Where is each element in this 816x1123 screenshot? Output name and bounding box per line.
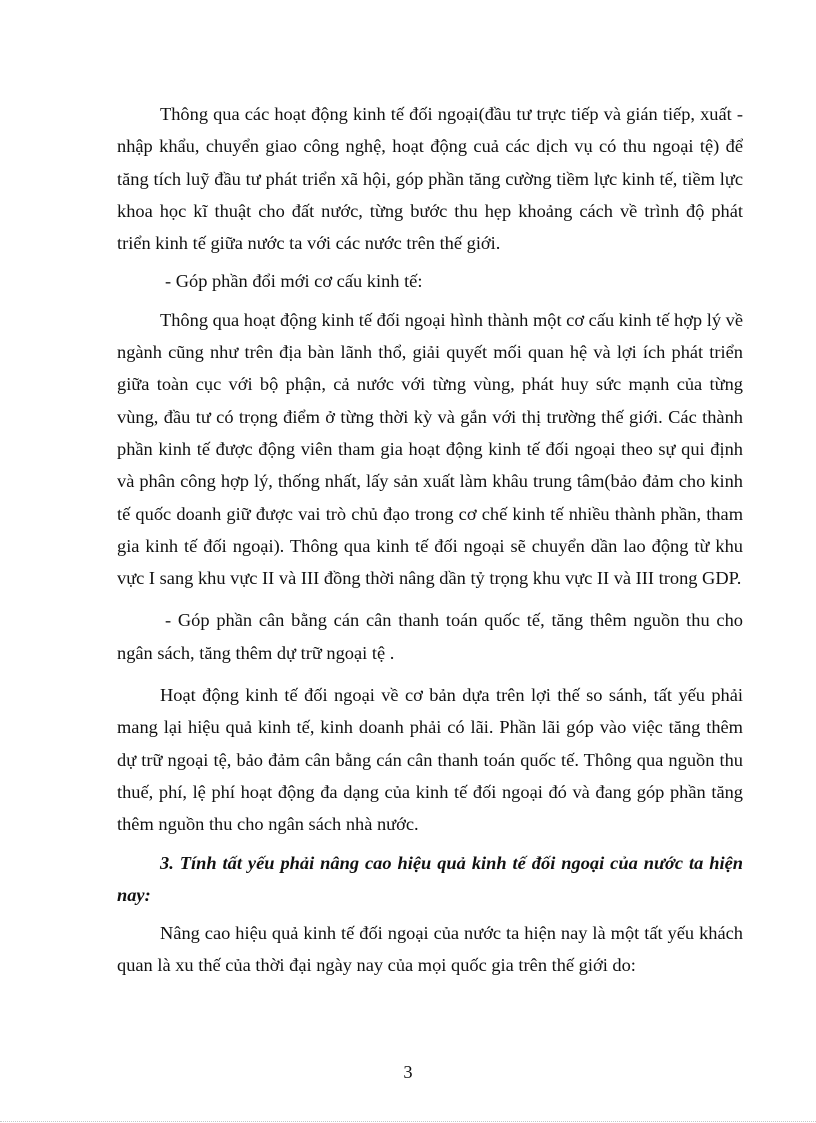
- paragraph-foreign-economic-activities: Thông qua các hoạt động kinh tế đối ngoại(đầu tư trực tiếp và gián tiếp, xuất - nhập khẩu, chuyển giao công nghệ, hoạt động cuả các dịch vụ có thu ngoại tệ) để tăng tích luỹ đầu tư phát triển xã hội, góp phần tăng cường tiềm lực kinh tế, tiềm lực khoa học kĩ thuật cho đất nước, từng bước thu hẹp khoảng cách về trình độ phát triển kinh tế giữa nước ta với các nước trên thế giới.: [117, 104, 743, 254]
- section-heading: 3. Tính tất yếu phải nâng cao hiệu quả kinh tế đối ngoại của nước ta hiện nay:: [117, 852, 743, 905]
- bullet-economic-restructuring: - Góp phần đổi mới cơ cấu kinh tế:: [165, 271, 423, 292]
- paragraph-necessity: Nâng cao hiệu quả kinh tế đối ngoại của nước ta hiện nay là một tất yếu khách quan là xu thế của thời đại ngày nay của mọi quốc gia trên thế giới do:: [117, 923, 743, 976]
- page-number: 3: [403, 1062, 413, 1082]
- page-bottom-divider: [0, 1121, 816, 1122]
- body-text: [117, 98, 743, 982]
- paragraph-comparative-advantage: Hoạt động kinh tế đối ngoại về cơ bản dựa trên lợi thế so sánh, tất yếu phải mang lại hiệu quả kinh tế, kinh doanh phải có lãi. Phần lãi góp vào việc tăng thêm dự trữ ngoại tệ, bảo đảm cân bằng cán cân thanh toán quốc tế. Thông qua nguồn thu thuế, phí, lệ phí hoạt động đa dạng của kinh tế đối ngoại đó và đang góp phần tăng thêm nguồn thu cho ngân sách nhà nước.: [117, 685, 743, 835]
- paragraph-economic-structure: Thông qua hoạt động kinh tế đối ngoại hình thành một cơ cấu kinh tế hợp lý về ngành cũng như trên địa bàn lãnh thổ, giải quyết mối quan hệ và lợi ích phát triển giữa toàn cục với bộ phận, cả nước với từng vùng, phát huy sức mạnh của từng vùng, đầu tư có trọng điểm ở từng thời kỳ và gắn với thị trường thế giới. Các thành phần kinh tế được động viên tham gia hoạt động kinh tế đối ngoại theo sự qui định và phân công hợp lý, thống nhất, lấy sản xuất làm khâu trung tâm(bảo đảm cho kinh tế quốc doanh giữ được vai trò chủ đạo trong cơ chế kinh tế nhiều thành phần, tham gia kinh tế đối ngoại). Thông qua kinh tế đối ngoại sẽ chuyển dần lao động từ khu vực I sang khu vực II và III đồng thời nâng dần tỷ trọng khu vực II và III trong GDP.: [117, 309, 743, 589]
- bullet-balance-of-payments: - Góp phần cân bằng cán cân thanh toán quốc tế, tăng thêm nguồn thu cho ngân sách, tăng thêm dự trữ ngoại tệ .: [117, 610, 743, 663]
